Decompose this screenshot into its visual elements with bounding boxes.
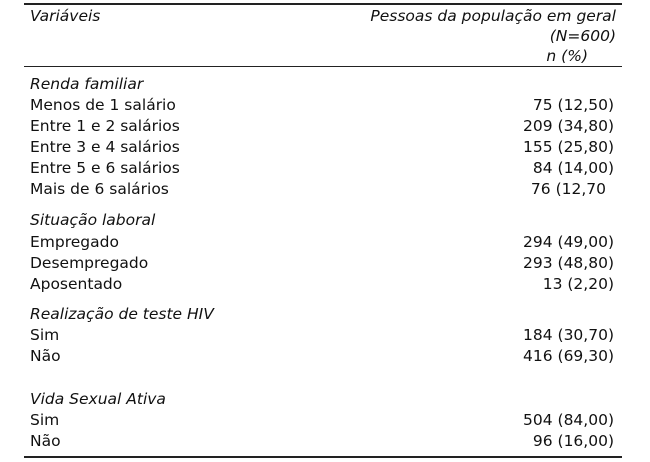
row-label: Empregado	[30, 233, 119, 251]
row-value: 184 (30,70)	[523, 326, 614, 344]
row-value: 416 (69,30)	[523, 347, 614, 365]
row-value: 76 (12,70	[530, 180, 606, 198]
row-label: Sim	[30, 411, 60, 429]
header-variables: Variáveis	[30, 7, 101, 25]
row-value: 75 (12,50)	[532, 96, 614, 114]
row-label: Não	[30, 347, 61, 365]
header-n-percent: n (%)	[546, 47, 588, 65]
section-title-teste-hiv: Realização de teste HIV	[30, 305, 214, 323]
header-population: Pessoas da população em geral	[370, 7, 616, 25]
row-value: 13 (2,20)	[542, 275, 614, 293]
header-n: (N=600)	[549, 27, 616, 45]
row-label: Entre 5 e 6 salários	[30, 159, 180, 177]
row-label: Entre 1 e 2 salários	[30, 117, 180, 135]
row-label: Mais de 6 salários	[30, 180, 169, 198]
row-label: Menos de 1 salário	[30, 96, 176, 114]
row-value: 504 (84,00)	[523, 411, 614, 429]
row-value: 293 (48,80)	[523, 254, 614, 272]
row-label: Não	[30, 432, 61, 450]
header-rule	[24, 66, 622, 67]
row-label: Entre 3 e 4 salários	[30, 138, 180, 156]
section-title-situacao: Situação laboral	[30, 211, 156, 229]
top-rule	[24, 3, 622, 5]
row-value: 294 (49,00)	[523, 233, 614, 251]
section-title-vida-sexual: Vida Sexual Ativa	[30, 390, 166, 408]
row-value: 84 (14,00)	[532, 159, 614, 177]
bottom-rule	[24, 456, 622, 458]
row-label: Aposentado	[30, 275, 123, 293]
row-value: 209 (34,80)	[523, 117, 614, 135]
row-label: Desempregado	[30, 254, 149, 272]
section-title-renda: Renda familiar	[30, 75, 144, 93]
row-label: Sim	[30, 326, 60, 344]
row-value: 96 (16,00)	[532, 432, 614, 450]
row-value: 155 (25,80)	[523, 138, 614, 156]
